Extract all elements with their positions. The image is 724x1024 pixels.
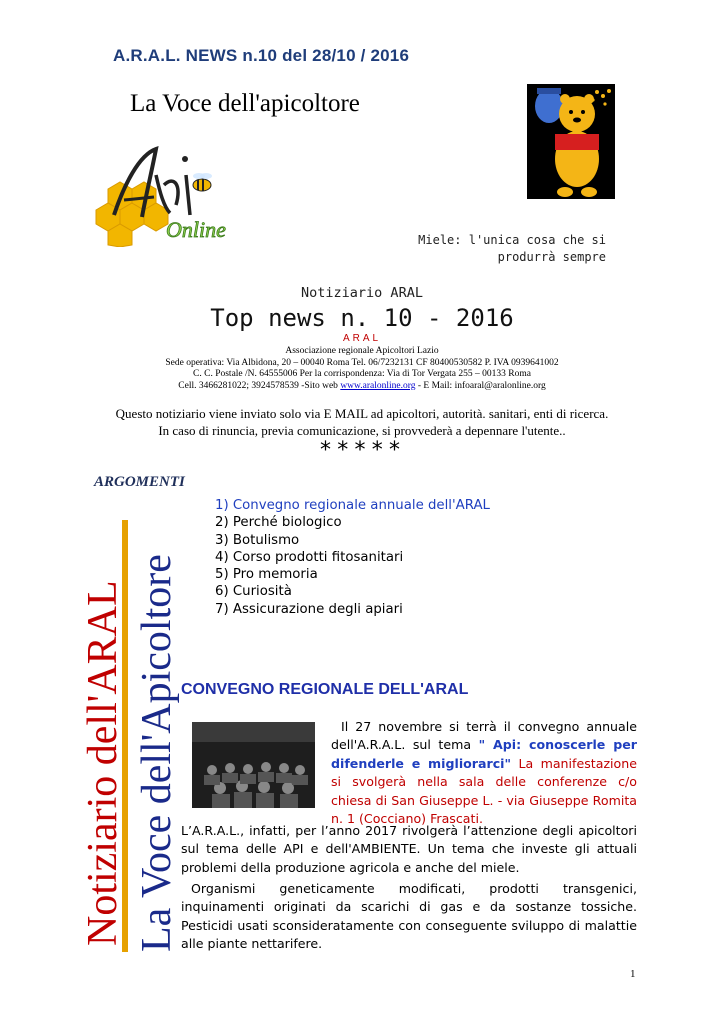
toc-item[interactable]: 7) Assicurazione degli apiari [215,601,403,617]
section-heading: CONVEGNO REGIONALE DELL'ARAL [181,681,469,698]
notiziario-label: Notiziario ARAL [301,285,423,301]
toc-item[interactable]: 1) Convegno regionale annuale dell'ARAL [215,498,490,513]
bee-logo-icon [94,145,230,247]
contacts-suffix: - E Mail: infoaral@aralonline.org [415,380,546,391]
miele-quote [392,232,606,266]
toc-item[interactable]: 3) Botulismo [215,532,300,548]
mail-note-line: In caso di rinuncia, previa comunicazione, si provvederà a depennare l'utente.. [158,423,566,438]
mail-note-line: Questo notiziario viene inviato solo via E MAIL ad apicoltori, autorità. sanitari, enti di ricerca. [115,406,609,421]
website-link[interactable]: www.aralonline.org [340,380,416,391]
page-number: 1 [630,968,636,980]
contacts-prefix: Cell. 3466281022; 3924578539 -Sito web [178,380,341,391]
association-name: Associazione regionale Apicoltori Lazio [285,346,439,356]
news-header-line: A.R.A.L. NEWS n.10 del 28/10 / 2016 [113,46,410,65]
paragraph-convegno [331,718,637,828]
miele-quote-line: produrrà sempre [497,250,606,264]
toc-item[interactable]: 4) Corso prodotti fitosanitari [215,549,404,565]
miele-quote-line: Miele: l'unica cosa che si [418,233,606,247]
stars-divider: ***** [318,438,406,463]
p1-location: La manifestazione si svolgerà nella sala delle conferenze c/o chiesa di San Giuseppe L. - via Giuseppe Romita n. 1 (Cocciano) Frascati. [331,755,637,827]
table-of-contents [215,497,490,618]
aral-acronym: ARAL [342,333,382,344]
winnie-pooh-honey-icon [527,84,615,199]
svg-text:Online: Online [166,217,226,242]
vertical-title-line1: Notiziario dell'ARAL [80,580,126,946]
paragraph-ambiente: L’A.R.A.L., infatti, per l’anno 2017 rivolgerà l’attenzione degli apicoltori sul tema delle API e dell'AMBIENTE. Un tema che investe gli attuali problemi della produzione agricola e anche del miele. [181,823,637,875]
association-contacts [0,381,724,393]
paragraph-organismi: Organismi geneticamente modificati, prodotti transgenici, inquinamenti originati da scarichi di gas e da sostanze tossiche. Pesticidi usati sconsideratamente con conseguente sviluppo di malattie alle piante nettarifere. [181,881,637,952]
top-news-title: Top news n. 10 - 2016 [210,304,514,332]
toc-item[interactable]: 6) Curiosità [215,584,292,600]
vertical-title-line2: La Voce dell'Apicoltore [134,554,180,952]
argomenti-heading: ARGOMENTI [94,474,185,490]
p1-text: Il 27 novembre si terrà il convegno annuale dell'A.R.A.L. sul tema [331,719,637,753]
toc-item[interactable]: 2) Perché biologico [215,515,342,531]
voce-title: La Voce dell'apicoltore [130,90,360,117]
conference-photo [192,722,315,808]
p1-theme: " Api: conoscerle per difenderle e migliorarci" [331,737,638,771]
mail-note [0,405,724,439]
association-address: Sede operativa: Via Albidona, 20 – 00040 Roma Tel. 06/7232131 CF 80400530582 P. IVA 0939641002 [165,357,559,368]
toc-item[interactable]: 5) Pro memoria [215,567,318,583]
association-postal: C. C. Postale /N. 64555006 Per la corrispondenza: Via di Tor Vergata 255 – 00133 Roma [193,369,531,379]
vertical-title [78,520,182,952]
association-info [0,346,724,392]
